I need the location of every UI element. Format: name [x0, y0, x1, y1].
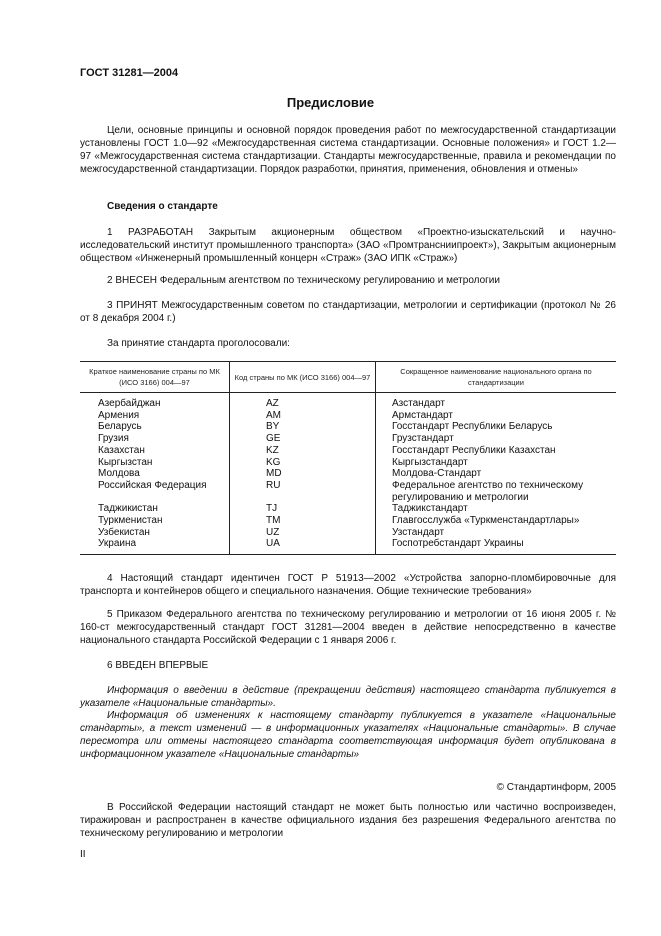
table-row [80, 468, 616, 480]
info-heading: Сведения о стандарте [107, 201, 218, 212]
item-6-first-introduced: 6 ВВЕДЕН ВПЕРВЫЕ [107, 660, 209, 671]
copyright: © Стандартинформ, 2005 [496, 782, 616, 793]
cell-country: Армения [98, 409, 140, 421]
cell-body: Узстандарт [376, 527, 617, 539]
table-row [80, 503, 616, 515]
cell-code: UZ [230, 527, 376, 539]
table-row [80, 538, 616, 554]
cell-country: Туркменистан [98, 515, 163, 527]
cell-country: Таджикистан [98, 503, 158, 515]
cell-country: Молдова [98, 468, 140, 480]
vote-intro: За принятие стандарта проголосовали: [107, 338, 290, 349]
cell-code: BY [230, 421, 376, 433]
cell-code: AM [230, 410, 376, 422]
item-2-introduced: 2 ВНЕСЕН Федеральным агентством по техническому регулированию и метрологии [107, 275, 500, 286]
cell-country: Узбекистан [98, 526, 150, 538]
approval-table [80, 361, 616, 555]
table-row [80, 515, 616, 527]
notice-introduction: Информация о введении в действие (прекращении действия) настоящего стандарта публикуется в указателе «Национальные стандарты». [80, 685, 616, 710]
cell-code: TM [230, 515, 376, 527]
intro-paragraph: Цели, основные принципы и основной порядок проведения работ по межгосударственной стандартизации установлены ГОСТ 1.0—92 «Межгосударственная система стандартизации. Основные положения» и ГОСТ 1.2—97 «Межгосударственная система стандартизации. Стандарты межгосударственные, правила и рекомендации по межгосударственной стандартизации. Порядок разработки, принятия, применения, обновления и отмены» [80, 125, 616, 176]
cell-code: RU [230, 480, 376, 503]
cell-code: TJ [230, 503, 376, 515]
table-row [80, 410, 616, 422]
cell-body: Армстандарт [376, 410, 617, 422]
header-standards-body: Сокращенное наименование национального органа по стандартизации [376, 362, 617, 393]
cell-body: Федеральное агентство по техническому регулированию и метрологии [376, 480, 617, 503]
table-header-row [80, 362, 616, 393]
page-title: Предисловие [286, 95, 375, 110]
item-3-adopted: 3 ПРИНЯТ Межгосударственным советом по стандартизации, метрологии и сертификации (протокол № 26 от 8 декабря 2004 г.) [80, 300, 616, 325]
cell-country: Кыргызстан [98, 456, 153, 468]
cell-body: Госстандарт Республики Казахстан [376, 445, 617, 457]
cell-body: Молдова-Стандарт [376, 468, 617, 480]
document-code: ГОСТ 31281—2004 [80, 67, 179, 79]
item-5-order: 5 Приказом Федерального агентства по техническому регулированию и метрологии от 16 июня 2005 г. № 160-ст межгосударственный стандарт ГОСТ 31281—2004 введен в действие непосредственно в качестве национального стандарта Российской Федерации с 1 января 2006 г. [80, 609, 616, 647]
cell-body: Госстандарт Республики Беларусь [376, 421, 617, 433]
cell-country: Грузия [98, 433, 129, 445]
cell-body: Главгосслужба «Туркменстандартлары» [376, 515, 617, 527]
item-4-identical: 4 Настоящий стандарт идентичен ГОСТ Р 51913—2002 «Устройства запорно-пломбировочные для транспорта и контейнеров общего и специального назначения. Общие технические требования» [80, 573, 616, 598]
table-row [80, 421, 616, 433]
table-row [80, 527, 616, 539]
cell-code: GE [230, 433, 376, 445]
cell-country: Беларусь [98, 421, 142, 433]
cell-body: Азстандарт [376, 393, 617, 410]
cell-body: Госпотребстандарт Украины [376, 538, 617, 554]
cell-country: Казахстан [98, 444, 145, 456]
cell-body: Таджикстандарт [376, 503, 617, 515]
header-country-name: Краткое наименование страны по МК (ИСО 3166) 004—97 [80, 362, 230, 393]
table-row [80, 393, 616, 410]
reproduction-notice: В Российской Федерации настоящий стандарт не может быть полностью или частично воспроизведен, тиражирован и распространен в качестве официального издания без разрешения Федерального агентства по техническому регулированию и метрологии [80, 802, 616, 840]
cell-country: Азербайджан [98, 398, 161, 409]
table-row [80, 457, 616, 469]
cell-body: Кыргызстандарт [376, 457, 617, 469]
notice-changes: Информация об изменениях к настоящему стандарту публикуется в указателе «Национальные стандарты», а текст изменений — в информационных указателях «Национальные стандарты». В случае пересмотра или отмены настоящего стандарта соответствующая информация будет опубликована в информационном указателе «Национальные стандарты» [80, 710, 616, 761]
cell-code: UA [230, 538, 376, 554]
item-1-developed: 1 РАЗРАБОТАН Закрытым акционерным обществом «Проектно-изыскательский и научно-исследовательский институт промышленного транспорта» (ЗАО «Промтрансниипроект»), Закрытым акционерным обществом «Инженерный промышленный концерн «Страж» (ЗАО ИПК «Страж») [80, 227, 616, 265]
cell-code: KG [230, 457, 376, 469]
cell-code: AZ [230, 393, 376, 410]
cell-country: Российская Федерация [98, 479, 207, 491]
cell-code: KZ [230, 445, 376, 457]
cell-country: Украина [80, 538, 230, 554]
table-row [80, 445, 616, 457]
table-row [80, 433, 616, 445]
header-country-code: Код страны по МК (ИСО 3166) 004—97 [230, 362, 376, 393]
page-number: II [80, 849, 86, 860]
cell-code: MD [230, 468, 376, 480]
cell-body: Грузстандарт [376, 433, 617, 445]
table-row [80, 480, 616, 503]
